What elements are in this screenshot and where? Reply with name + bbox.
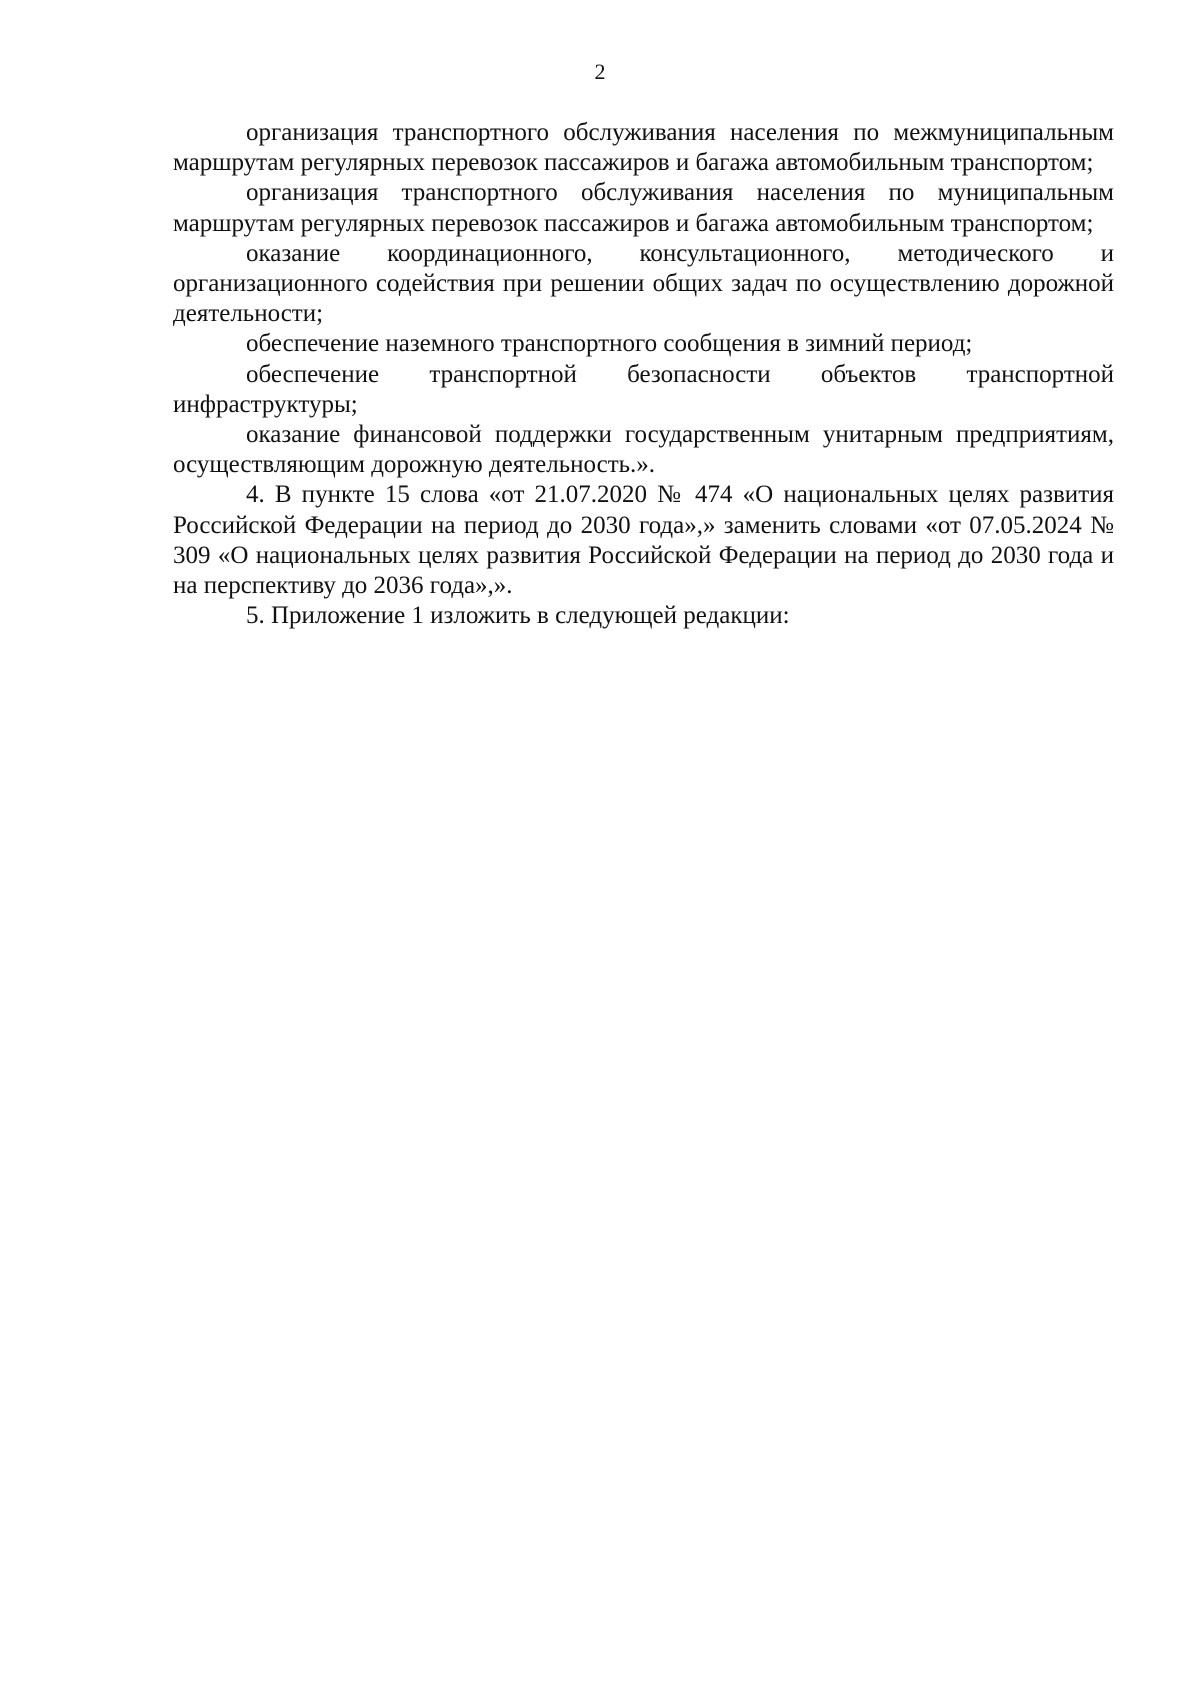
paragraph-financial-support: оказание финансовой поддержки государственным унитарным предприятиям, осуществляющим дорожную деятельность.».	[173, 421, 1114, 479]
paragraph-item-4: 4. В пункте 15 слова «от 21.07.2020 № 474 «О национальных целях развития Российской Федерации на период до 2030 года»,» заменить словами «от 07.05.2024 № 309 «О национальных целях развития Российской Федерации на период до 2030 года и на перспективу до 2036 года»,».	[173, 481, 1114, 600]
document-body	[173, 118, 1114, 631]
paragraph-item-5: 5. Приложение 1 изложить в следующей редакции:	[246, 602, 790, 630]
paragraph-winter-transport: обеспечение наземного транспортного сообщения в зимний период;	[246, 330, 973, 358]
paragraph-municipal-transport: организация транспортного обслуживания населения по муниципальным маршрутам регулярных перевозок пассажиров и багажа автомобильным транспортом;	[173, 179, 1114, 237]
page-number: 2	[594, 59, 606, 84]
paragraph-transport-security: обеспечение транспортной безопасности объектов транспортной инфраструктуры;	[173, 360, 1114, 418]
paragraph-intermunicipal-transport: организация транспортного обслуживания населения по межмуниципальным маршрутам регулярных перевозок пассажиров и багажа автомобильным транспортом;	[173, 119, 1114, 177]
paragraph-road-activity-support: оказание координационного, консультационного, методического и организационного содействия при решении общих задач по осуществлению дорожной деятельности;	[173, 239, 1114, 328]
